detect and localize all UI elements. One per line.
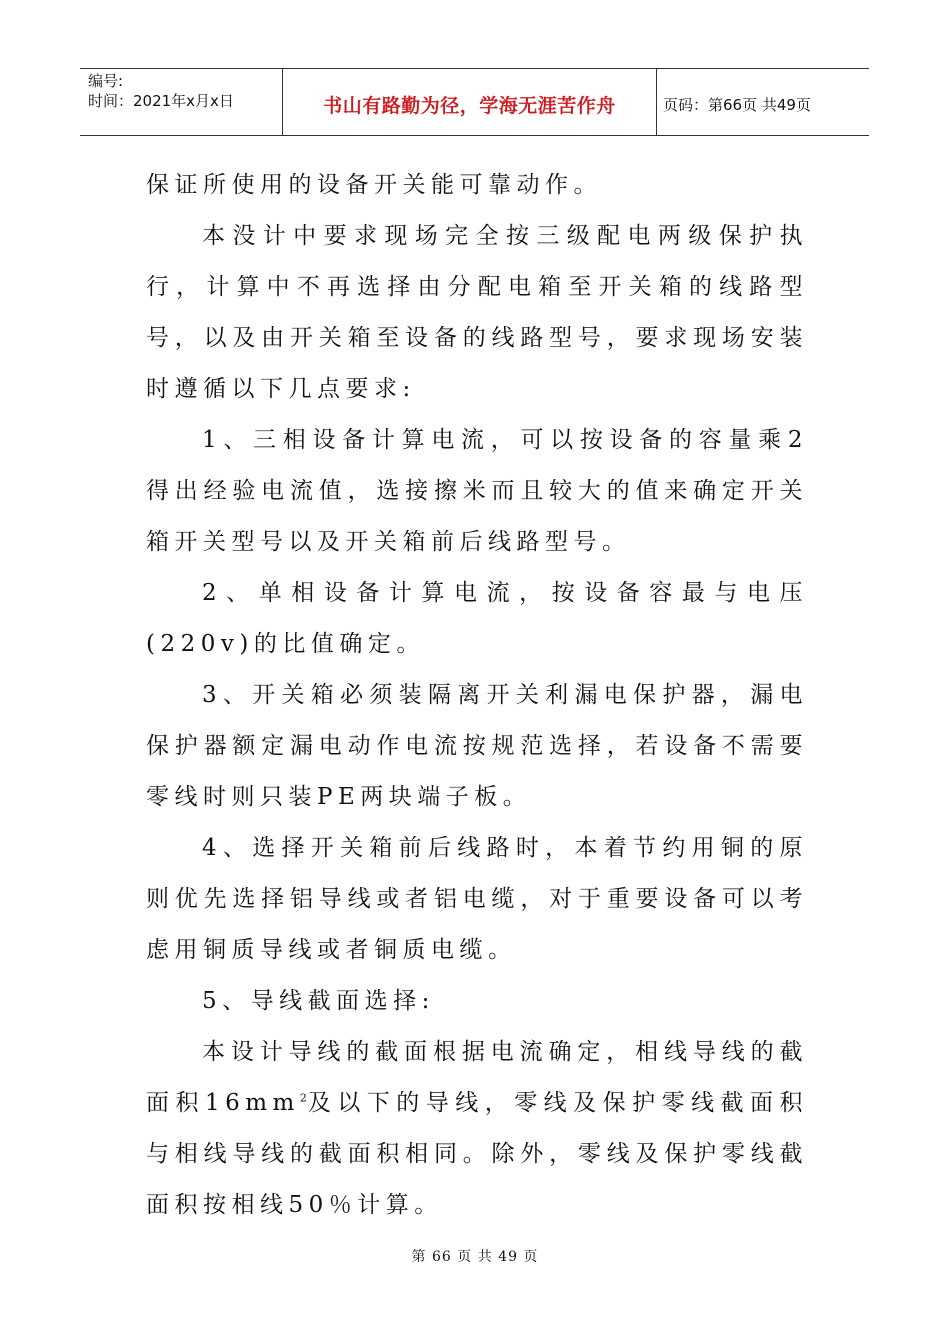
page-footer: 第 66 页 共 49 页 bbox=[411, 1249, 539, 1265]
paragraph-continuation: 保证所使用的设备开关能可靠动作。 bbox=[146, 172, 602, 198]
paragraph-item-2: 2、单相设备计算电流，按设备容最与电压(220v)的比值确定。 bbox=[146, 580, 808, 657]
superscript-2: 2 bbox=[299, 1091, 307, 1105]
paragraph-intro: 本没计中要求现场完全按三级配电两级保护执行，计算中不再选择由分配电箱至开关箱的线路型号，以及由开关箱至设备的线路型号，要求现场安装时遵循以下几点要求: bbox=[146, 223, 808, 402]
paragraph-item-4: 4、选择开关箱前后线路时，本着节约用铜的原则优先选择铝导线或者铝电缆，对于重要设备可以考虑用铜质导线或者铜质电缆。 bbox=[146, 835, 808, 963]
header-meta-cell bbox=[80, 69, 283, 135]
conductor-text-start: 本设计导线的截面根据电流确定，相线导线的截面积16mm bbox=[146, 1039, 808, 1116]
date-label: 时间：2021年x月x日 bbox=[88, 92, 234, 110]
document-header bbox=[80, 68, 869, 136]
paragraph-item-1: 1、三相设备计算电流，可以按设备的容量乘2得出经验电流值，选接擦米而且较大的值来确定开关箱开关型号以及开关箱前后线路型号。 bbox=[146, 427, 808, 555]
page-code: 页码：第66页 共49页 bbox=[663, 95, 811, 114]
paragraph-conductor-section bbox=[146, 1027, 808, 1231]
paragraph-item-3: 3、开关箱必须装隔离开关利漏电保护器，漏电保护器额定漏电动作电流按规范选择，若设备不需要零线时则只装PE两块端子板。 bbox=[146, 682, 808, 810]
paragraph-item-5: 5、导线截面选择: bbox=[202, 988, 435, 1014]
motto-text: 书山有路勤为径，学海无涯苦作舟 bbox=[283, 69, 657, 135]
document-body bbox=[146, 160, 808, 1231]
serial-number-label: 编号: bbox=[88, 72, 124, 90]
conductor-text-end: 及以下的导线，零线及保护零线截面积与相线导线的截面积相同。除外，零线及保护零线截面积按相线50％计算。 bbox=[146, 1090, 809, 1218]
